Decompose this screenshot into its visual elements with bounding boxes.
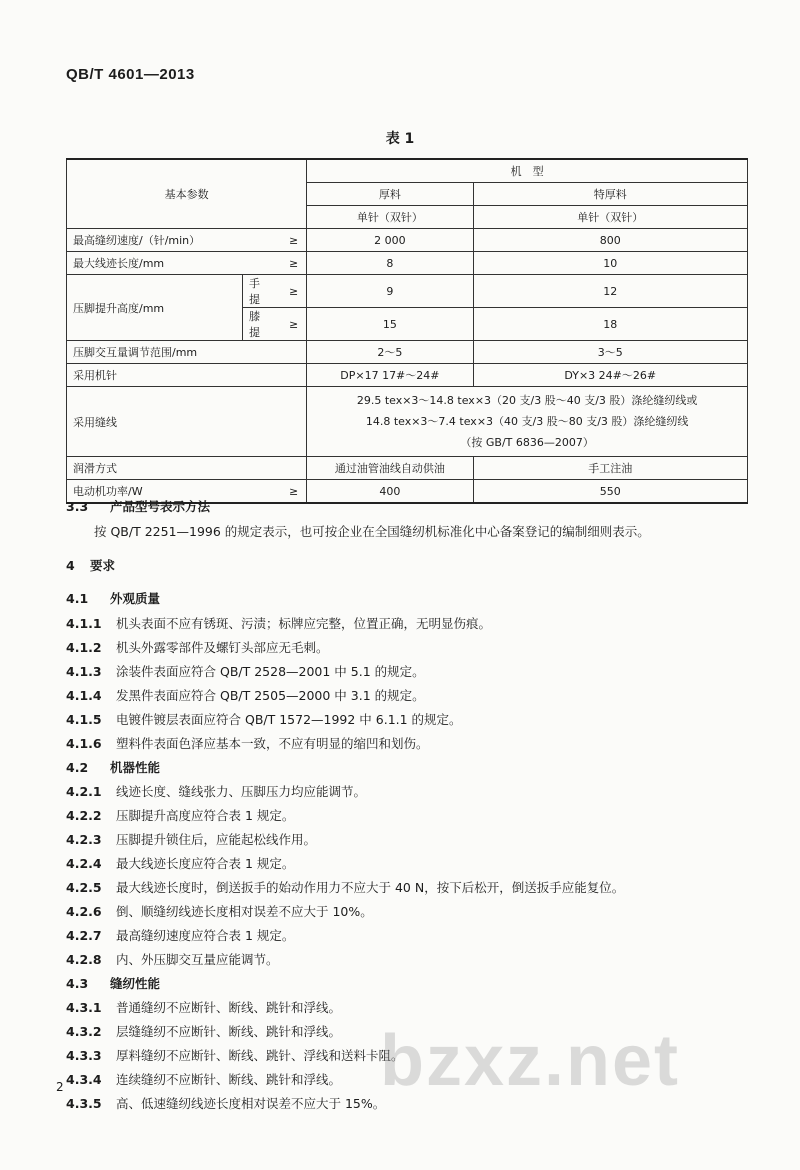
section-number: 4.1 bbox=[66, 591, 89, 606]
cell-value: 8 bbox=[307, 252, 473, 275]
item-text: 塑料件表面色泽应基本一致，不应有明显的缩凹和划伤。 bbox=[116, 736, 429, 751]
list-item bbox=[66, 806, 294, 824]
symbol-geq: ≥ bbox=[269, 480, 307, 504]
list-item bbox=[66, 1070, 341, 1088]
list-item bbox=[66, 1094, 385, 1112]
item-number: 4.1.1 bbox=[66, 616, 102, 631]
item-number: 4.2.4 bbox=[66, 856, 102, 871]
item-number: 4.3.2 bbox=[66, 1024, 102, 1039]
item-text: 涂装件表面应符合 QB/T 2528—2001 中 5.1 的规定。 bbox=[116, 664, 425, 679]
item-number: 4.3.3 bbox=[66, 1048, 102, 1063]
item-text: 电镀件镀层表面应符合 QB/T 1572—1992 中 6.1.1 的规定。 bbox=[116, 712, 462, 727]
header-extra-thick: 特厚料 bbox=[473, 183, 748, 206]
item-text: 连续缝纫不应断针、断线、跳针和浮线。 bbox=[116, 1072, 342, 1087]
cell-value: 400 bbox=[307, 480, 473, 504]
item-text: 机头外露零部件及螺钉头部应无毛刺。 bbox=[116, 640, 329, 655]
table-title: 表 1 bbox=[385, 131, 415, 147]
list-item bbox=[66, 830, 316, 848]
symbol-geq: ≥ bbox=[269, 252, 307, 275]
list-item bbox=[66, 782, 366, 800]
section-title: 产品型号表示方法 bbox=[110, 499, 211, 514]
item-number: 4.2.6 bbox=[66, 904, 102, 919]
item-number: 4.2.3 bbox=[66, 832, 102, 847]
item-text: 最大线迹长度应符合表 1 规定。 bbox=[116, 856, 295, 871]
row-label: 采用机针 bbox=[67, 364, 307, 387]
item-text: 普通缝纫不应断针、断线、跳针和浮线。 bbox=[116, 1000, 342, 1015]
section-heading bbox=[66, 556, 115, 574]
table-row bbox=[67, 275, 748, 308]
standard-code: QB/T 4601—2013 bbox=[66, 66, 195, 83]
list-item bbox=[66, 614, 491, 632]
list-item bbox=[66, 950, 279, 968]
item-text: 压脚提升锁住后，应能起松线作用。 bbox=[116, 832, 317, 847]
section-heading bbox=[66, 589, 160, 607]
item-text: 最大线迹长度时，倒送扳手的始动作用力不应大于 40 N，按下后松开，倒送扳手应能复位。 bbox=[116, 880, 625, 895]
item-text: 机头表面不应有锈斑、污渍；标牌应完整，位置正确，无明显伤痕。 bbox=[116, 616, 492, 631]
item-text: 层缝缝纫不应断针、断线、跳针和浮线。 bbox=[116, 1024, 342, 1039]
table-row bbox=[67, 252, 748, 275]
cell-value: 手工注油 bbox=[473, 457, 748, 480]
section-number: 4.2 bbox=[66, 760, 89, 775]
cell-value: 12 bbox=[473, 275, 748, 308]
section-title: 缝纫性能 bbox=[110, 976, 161, 991]
thread-cell bbox=[307, 387, 748, 457]
header-needle-extra: 单针（双针） bbox=[473, 206, 748, 229]
list-item bbox=[66, 1022, 341, 1040]
header-needle-thick: 单针（双针） bbox=[307, 206, 473, 229]
item-number: 4.2.8 bbox=[66, 952, 102, 967]
item-text: 倒、顺缝纫线迹长度相对误差不应大于 10%。 bbox=[116, 904, 373, 919]
section-title: 机器性能 bbox=[110, 760, 161, 775]
list-item bbox=[66, 878, 624, 896]
thread-line: 29.5 tex×3～14.8 tex×3（20 支/3 股～40 支/3 股）涤纶缝纫线或 bbox=[356, 394, 698, 407]
row-label: 采用缝线 bbox=[67, 387, 307, 457]
list-item bbox=[66, 854, 294, 872]
table-row bbox=[67, 387, 748, 457]
item-number: 4.2.2 bbox=[66, 808, 102, 823]
list-item bbox=[66, 1046, 404, 1064]
row-label: 最高缝纫速度/（针/min） bbox=[67, 229, 269, 252]
item-number: 4.2.7 bbox=[66, 928, 102, 943]
row-sublabel: 手提 bbox=[243, 275, 269, 308]
section-number: 4.3 bbox=[66, 976, 89, 991]
page-number: 2 bbox=[56, 1080, 64, 1094]
table-row bbox=[67, 364, 748, 387]
header-param: 基本参数 bbox=[67, 159, 307, 229]
row-sublabel: 膝提 bbox=[243, 308, 269, 341]
item-text: 最高缝纫速度应符合表 1 规定。 bbox=[116, 928, 295, 943]
list-item bbox=[66, 926, 294, 944]
item-text: 线迹长度、缝线张力、压脚压力均应能调节。 bbox=[116, 784, 367, 799]
cell-value: DY×3 24#～26# bbox=[473, 364, 748, 387]
section-title: 外观质量 bbox=[110, 591, 161, 606]
row-label: 最大线迹长度/mm bbox=[67, 252, 269, 275]
section-heading bbox=[66, 974, 160, 992]
thread-line: 14.8 tex×3～7.4 tex×3（40 支/3 股～80 支/3 股）涤纶缝纫线 bbox=[365, 415, 689, 428]
symbol-geq: ≥ bbox=[269, 308, 307, 341]
spec-table bbox=[66, 158, 748, 504]
list-item bbox=[66, 710, 462, 728]
thread-line: （按 GB/T 6836—2007） bbox=[460, 436, 594, 449]
cell-value: DP×17 17#～24# bbox=[307, 364, 473, 387]
item-number: 4.3.5 bbox=[66, 1096, 102, 1111]
item-text: 发黑件表面应符合 QB/T 2505—2000 中 3.1 的规定。 bbox=[116, 688, 425, 703]
row-label: 压脚交互量调节范围/mm bbox=[67, 341, 307, 364]
list-item bbox=[66, 998, 341, 1016]
item-number: 4.1.3 bbox=[66, 664, 102, 679]
item-number: 4.1.4 bbox=[66, 688, 102, 703]
list-item bbox=[66, 662, 425, 680]
table-row bbox=[67, 229, 748, 252]
section-title: 要求 bbox=[90, 558, 116, 573]
table-row bbox=[67, 457, 748, 480]
header-thick: 厚料 bbox=[307, 183, 473, 206]
item-text: 厚料缝纫不应断针、断线、跳针、浮线和送料卡阻。 bbox=[116, 1048, 404, 1063]
item-number: 4.1.5 bbox=[66, 712, 102, 727]
symbol-geq: ≥ bbox=[269, 229, 307, 252]
cell-value: 2～5 bbox=[307, 341, 473, 364]
item-number: 4.3.1 bbox=[66, 1000, 102, 1015]
item-text: 高、低速缝纫线迹长度相对误差不应大于 15%。 bbox=[116, 1096, 386, 1111]
list-item bbox=[66, 902, 373, 920]
list-item bbox=[66, 734, 429, 752]
item-number: 4.3.4 bbox=[66, 1072, 102, 1087]
cell-value: 800 bbox=[473, 229, 748, 252]
item-number: 4.1.6 bbox=[66, 736, 102, 751]
cell-value: 通过油管油线自动供油 bbox=[307, 457, 473, 480]
row-label: 电动机功率/W bbox=[67, 480, 269, 504]
watermark: bzxz.net bbox=[380, 1021, 681, 1101]
cell-value: 9 bbox=[307, 275, 473, 308]
cell-value: 3～5 bbox=[473, 341, 748, 364]
row-label: 润滑方式 bbox=[67, 457, 307, 480]
row-label: 压脚提升高度/mm bbox=[67, 275, 243, 341]
cell-value: 18 bbox=[473, 308, 748, 341]
cell-value: 550 bbox=[473, 480, 748, 504]
section-number: 3.3 bbox=[66, 499, 89, 514]
section-heading bbox=[66, 758, 160, 776]
header-machine-type: 机 型 bbox=[307, 159, 748, 183]
item-number: 4.2.5 bbox=[66, 880, 102, 895]
cell-value: 10 bbox=[473, 252, 748, 275]
section-number: 4 bbox=[66, 558, 75, 573]
item-number: 4.1.2 bbox=[66, 640, 102, 655]
list-item bbox=[66, 686, 425, 704]
item-text: 压脚提升高度应符合表 1 规定。 bbox=[116, 808, 295, 823]
item-text: 内、外压脚交互量应能调节。 bbox=[116, 952, 279, 967]
symbol-geq: ≥ bbox=[269, 275, 307, 308]
table-row bbox=[67, 341, 748, 364]
section-heading bbox=[66, 497, 210, 515]
list-item bbox=[66, 638, 329, 656]
paragraph: 按 QB/T 2251—1996 的规定表示，也可按企业在全国缝纫机标准化中心备案登记的编制细则表示。 bbox=[94, 524, 650, 539]
item-number: 4.2.1 bbox=[66, 784, 102, 799]
cell-value: 2 000 bbox=[307, 229, 473, 252]
cell-value: 15 bbox=[307, 308, 473, 341]
